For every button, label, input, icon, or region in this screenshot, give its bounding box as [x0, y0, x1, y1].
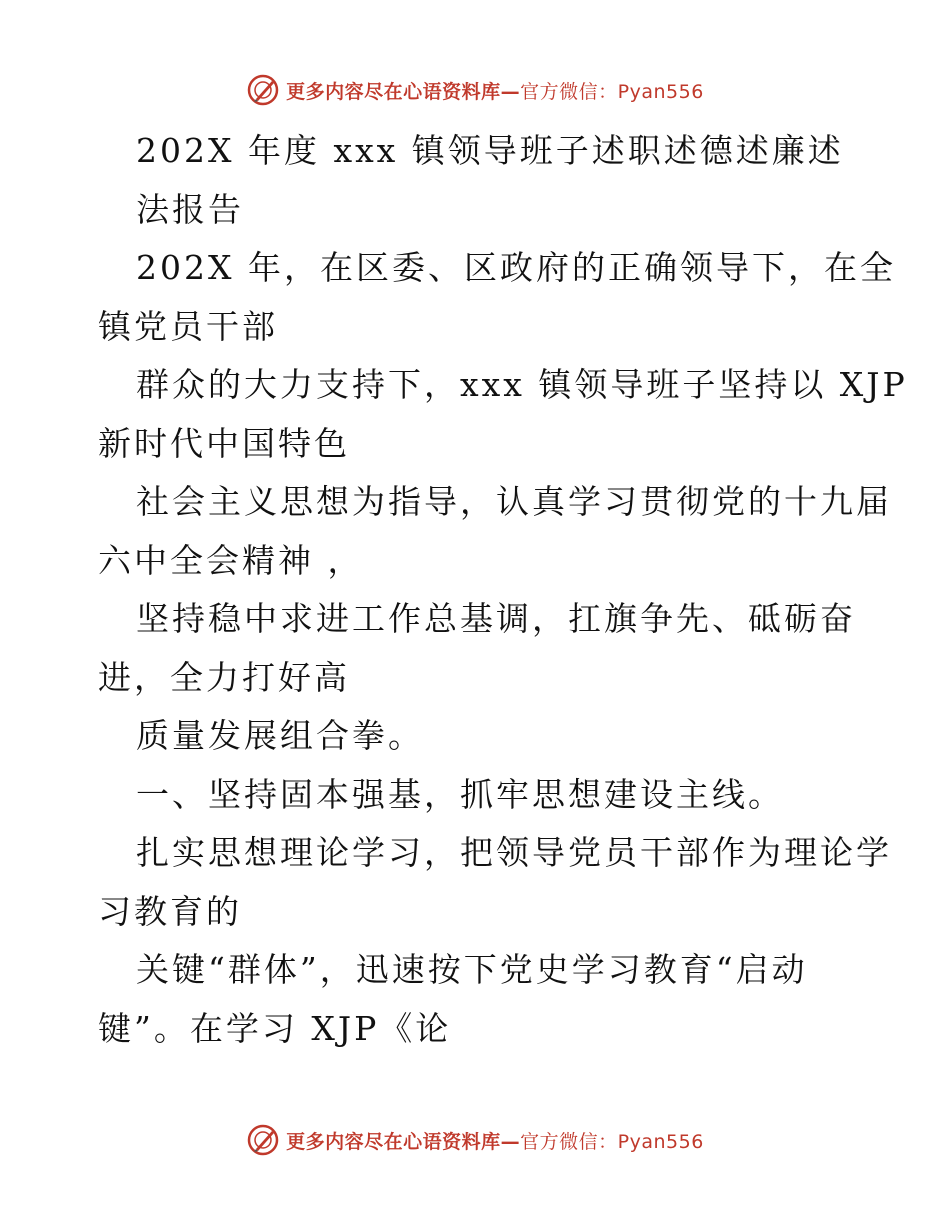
text-line-16: 键”。在学习 XJP《论: [98, 1008, 452, 1048]
text-line-7: 社会主义思想为指导，认真学习贯彻党的十九届: [136, 482, 892, 521]
text-line-10: 进，全力打好高: [98, 657, 350, 697]
watermark-site-text: 更多内容尽在心语资料库—: [286, 80, 521, 103]
text-line-9: 坚持稳中求进工作总基调，扛旗争先、砥砺奋: [136, 599, 856, 638]
watermark-text: [286, 77, 704, 104]
text-line-4: 镇党员干部: [98, 306, 278, 346]
text-line-13: 扎实思想理论学习，把领导党员干部作为理论学: [136, 833, 892, 872]
header-watermark: [0, 70, 950, 110]
document-body: [98, 122, 908, 1058]
text-line-3: 202X 年，在区委、区政府的正确领导下，在全: [136, 248, 896, 287]
watermark-text: [286, 1127, 704, 1154]
text-line-14: 习教育的: [98, 891, 242, 931]
text-line-1: 202X 年度 xxx 镇领导班子述职述德述廉述: [136, 131, 844, 170]
pen-in-circle-icon: [246, 73, 280, 107]
watermark-wechat-text: 官方微信：Pyan556: [520, 1130, 704, 1153]
text-line-15: 关键“群体”，迅速按下党史学习教育“启动: [136, 950, 808, 989]
text-line-6: 新时代中国特色: [98, 423, 350, 463]
text-line-12: 一、坚持固本强基，抓牢思想建设主线。: [136, 774, 784, 814]
pen-in-circle-icon: [246, 1123, 280, 1157]
text-line-5: 群众的大力支持下，xxx 镇领导班子坚持以 XJP: [136, 365, 908, 404]
text-line-2: 法报告: [136, 189, 244, 229]
text-line-11: 质量发展组合拳。: [136, 716, 424, 755]
watermark-wechat-text: 官方微信：Pyan556: [520, 80, 704, 103]
watermark-site-text: 更多内容尽在心语资料库—: [286, 1130, 521, 1153]
text-line-8: 六中全会精神 ，: [98, 540, 364, 580]
footer-watermark: [0, 1120, 950, 1160]
